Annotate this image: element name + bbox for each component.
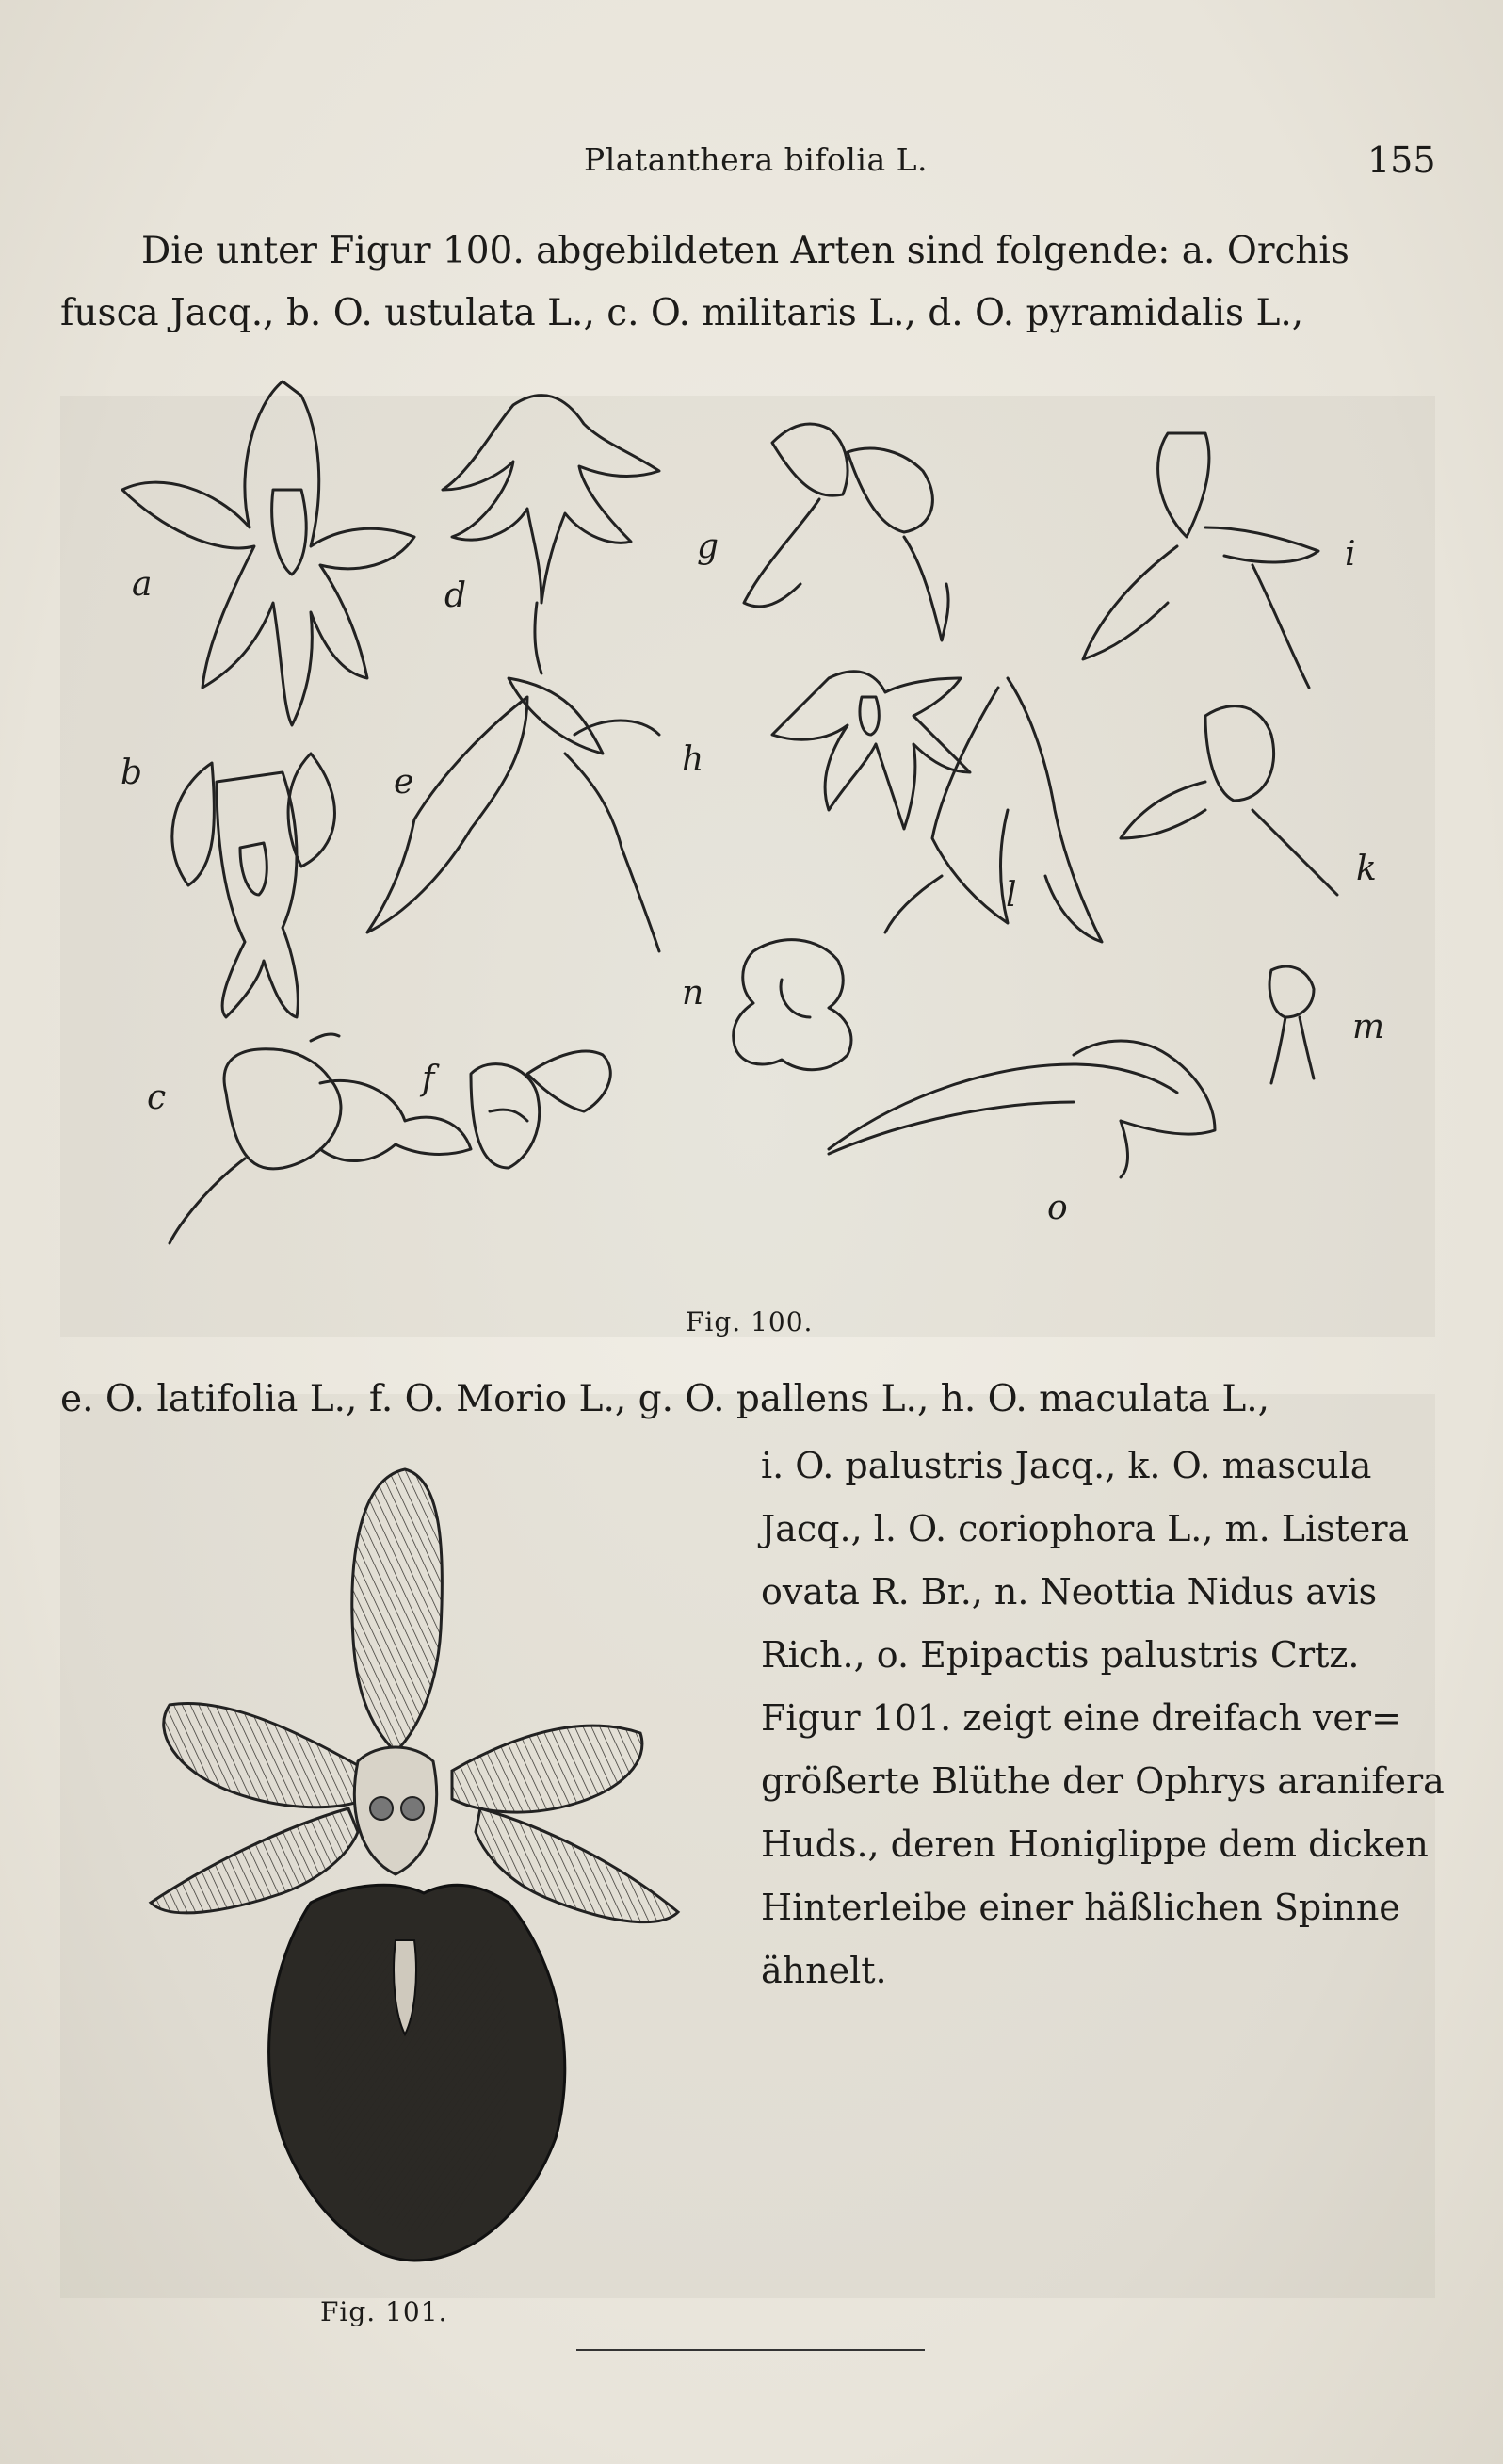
flower-g-drawing — [744, 424, 948, 640]
right-column-line: Huds., deren Honiglippe dem dicken — [761, 1824, 1429, 1865]
flower-k-drawing — [1121, 706, 1337, 895]
intro-line-2: fusca Jacq., b. O. ustulata L., c. O. militaris L., d. O. pyramidalis L., — [60, 292, 1304, 334]
figure-label-k: k — [1356, 850, 1377, 888]
figure-label-i: i — [1345, 535, 1356, 574]
figure-label-l: l — [1006, 876, 1017, 915]
flower-n-drawing — [734, 940, 851, 1070]
flower-o-drawing — [829, 1041, 1215, 1177]
flower-d-drawing — [443, 396, 659, 673]
right-column-line: ähnelt. — [761, 1950, 887, 1991]
figure-label-o: o — [1047, 1189, 1068, 1227]
flower-i-drawing — [1083, 433, 1318, 688]
flower-a-drawing — [122, 381, 414, 725]
figure-100-caption: Fig. 100. — [686, 1306, 814, 1337]
right-column-line: größerte Blüthe der Ophrys aranifera — [761, 1760, 1445, 1802]
right-column-line: i. O. palustris Jacq., k. O. mascula — [761, 1445, 1372, 1486]
right-column-line: ovata R. Br., n. Neottia Nidus avis — [761, 1571, 1378, 1613]
figure-label-a: a — [132, 565, 153, 604]
figure-101-caption: Fig. 101. — [320, 2296, 448, 2327]
figure-label-d: d — [444, 576, 467, 615]
right-column-line: Figur 101. zeigt eine dreifach ver= — [761, 1697, 1401, 1739]
figure-label-g: g — [697, 527, 719, 566]
flower-l-drawing — [885, 678, 1102, 942]
flower-e-drawing — [367, 678, 659, 951]
running-head: Platanthera bifolia L. — [584, 141, 929, 178]
flower-b-drawing — [172, 754, 335, 1017]
figure-label-n: n — [682, 974, 704, 1013]
closing-rule — [576, 2349, 925, 2351]
right-text-column — [761, 1435, 1445, 2002]
figure-label-e: e — [394, 763, 414, 802]
figure-label-c: c — [147, 1078, 167, 1117]
species-list-line-3: e. O. latifolia L., f. O. Morio L., g. O. pallens L., h. O. maculata L., — [60, 1378, 1270, 1420]
flower-f-drawing — [471, 1051, 610, 1168]
right-column-line: Rich., o. Epipactis palustris Crtz. — [761, 1634, 1360, 1676]
right-column-line: Jacq., l. O. coriophora L., m. Listera — [761, 1508, 1410, 1549]
right-column-line: Hinterleibe einer häßlichen Spinne — [761, 1887, 1400, 1928]
figure-101-illustration — [113, 1451, 697, 2279]
figure-label-b: b — [121, 754, 143, 792]
figure-label-f: f — [422, 1060, 435, 1098]
flower-m-drawing — [1269, 966, 1314, 1083]
intro-line-1: Die unter Figur 100. abgebildeten Arten sind folgende: a. Orchis — [141, 230, 1349, 272]
page-number: 155 — [1367, 139, 1436, 181]
figure-label-m: m — [1352, 1008, 1385, 1046]
figure-label-h: h — [682, 740, 704, 779]
